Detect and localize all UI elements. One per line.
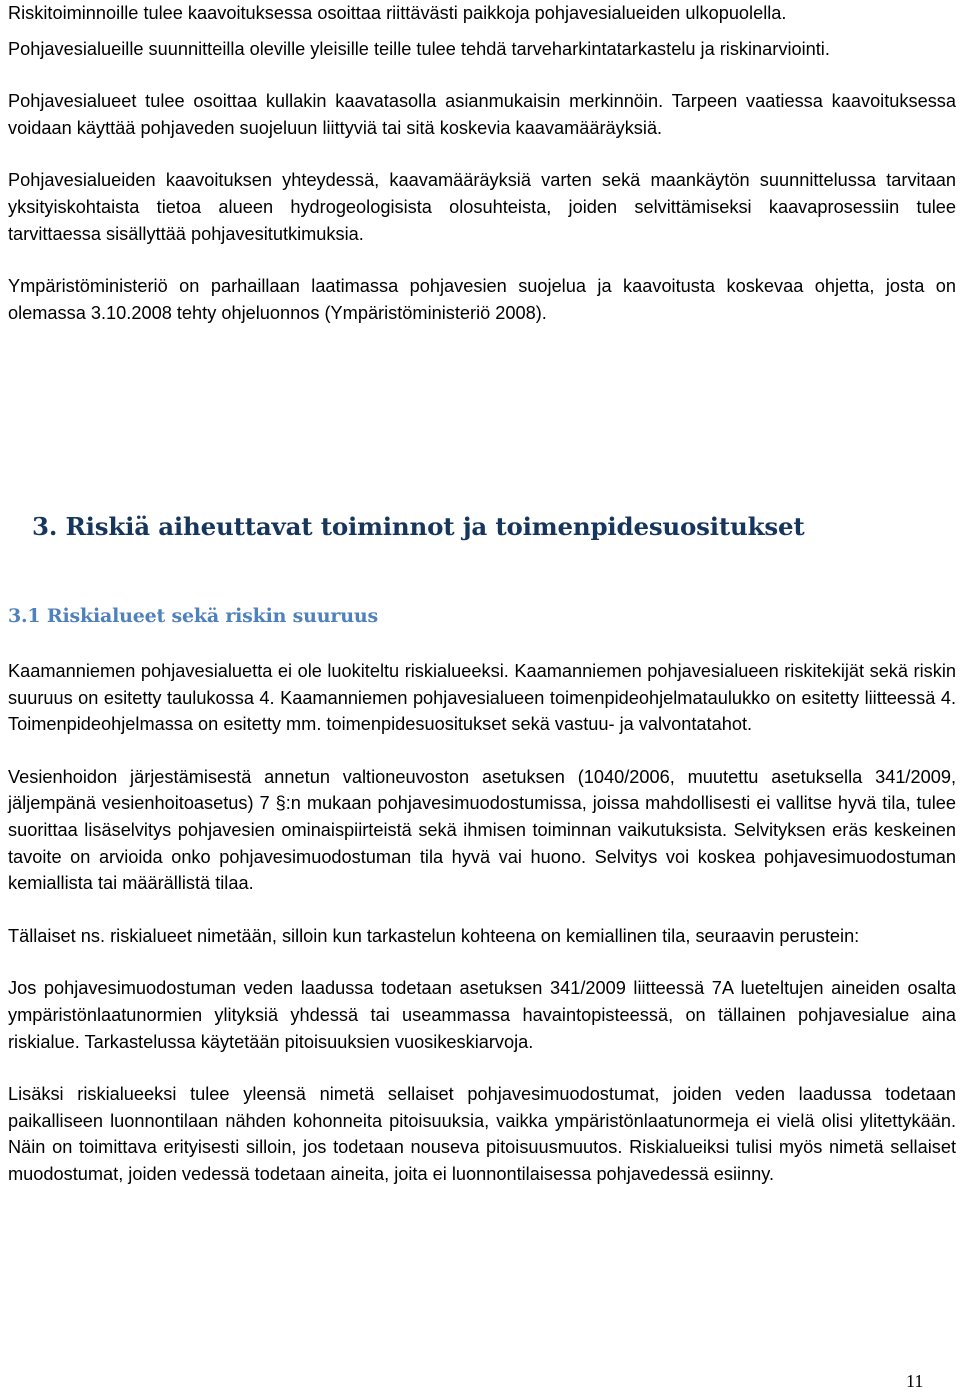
paragraph-pohjavesitutkimukset: Pohjavesialueiden kaavoituksen yhteydessä, kaavamääräyksiä varten sekä maankäytön suunnittelussa tarvitaan yksityiskohtaista tietoa alueen hydrogeologisista olosuhteista, joiden selvittämiseksi kaavaprosessiin tulee tarvittaessa sisällyttää pohjavesitutkimuksia.	[8, 170, 956, 244]
paragraph-kaavamerkinnat: Pohjavesialueet tulee osoittaa kullakin kaavatasolla asianmukaisin merkinnöin. Tarpeen vaatiessa kaavoituksessa voidaan käyttää pohjaveden suojeluun liittyviä tai sitä koskevia kaavamääräyksiä.	[8, 91, 956, 138]
paragraph-ohjeluonnos: Ympäristöministeriö on parhaillaan laatimassa pohjavesien suojelua ja kaavoitusta koskevaa ohjetta, josta on olemassa 3.10.2008 tehty ohjeluonnos (Ympäristöministeriö 2008).	[8, 276, 956, 323]
paragraph-yleiset-tiet: Pohjavesialueille suunnitteilla oleville yleisille teille tulee tehdä tarveharkintatarkastelu ja riskinarviointi.	[8, 38, 830, 59]
paragraph-lisaksi-riskialueet: Lisäksi riskialueeksi tulee yleensä nimetä sellaiset pohjavesimuodostumat, joiden veden laadussa todetaan paikalliseen luonnontilaan nähden kohonneita pitoisuuksia, vaikka ympäristönlaatunormeja ei vielä olisi ylitettykään. Näin on toimittava erityisesti silloin, jos todetaan nouseva pitoisuusmuutos. Riskialueiksi tulisi myös nimetä sellaiset muodostumat, joiden vedessä todetaan aineita, joita ei luonnontilaisessa pohjavedessä esiinny.	[8, 1084, 956, 1184]
paragraph-kaamanniemi: Kaamanniemen pohjavesialuetta ei ole luokiteltu riskialueeksi. Kaamanniemen pohjavesialueen riskitekijät sekä riskin suuruus on esitetty taulukossa 4. Kaamanniemen pohjavesialueen toimenpideohjelmataulukko on esitetty liitteessä 4. Toimenpideohjelmassa on esitetty mm. toimenpidesuositukset sekä vastuu- ja valvontatahot.	[8, 661, 956, 735]
subsection-heading: 3.1 Riskialueet sekä riskin suuruus	[8, 605, 378, 627]
page-number: 11	[906, 1371, 924, 1391]
paragraph-riskialueet-perusteet: Tällaiset ns. riskialueet nimetään, silloin kun tarkastelun kohteena on kemiallinen tila, seuraavin perustein:	[8, 925, 860, 946]
risk-text-block	[8, 658, 956, 1188]
paragraph-laatunormit: Jos pohjavesimuodostuman veden laadussa todetaan asetuksen 341/2009 liitteessä 7A lueteltujen aineiden osalta ympäristönlaatunormien ylityksiä yhdessä tai useammassa havaintopisteessä, on tällainen pohjavesialue aina riskialue. Tarkastelussa käytetään pitoisuuksien vuosikeskiarvoja.	[8, 978, 956, 1052]
intro-text-block	[8, 0, 956, 326]
section-heading: 3. Riskiä aiheuttavat toiminnot ja toimenpidesuositukset	[32, 512, 805, 541]
paragraph-vesienhoitoasetus: Vesienhoidon järjestämisestä annetun valtioneuvoston asetuksen (1040/2006, muutettu asetuksella 341/2009, jäljempänä vesienhoitoasetus) 7 §:n mukaan pohjavesimuodostumissa, joissa mahdollisesti ei vallitse hyvä tila, tulee suorittaa lisäselvitys pohjavesien ominaispiirteistä sekä ihmisen toiminnan vaikutuksista. Selvityksen eräs keskeinen tavoite on arvioida onko pohjavesimuodostuman tila hyvä vai huono. Selvitys voi koskea pohjavesimuodostuman kemiallista tai määrällistä tilaa.	[8, 766, 956, 894]
paragraph-riskitoiminnot: Riskitoiminnoille tulee kaavoituksessa osoittaa riittävästi paikkoja pohjavesialueiden ulkopuolella.	[8, 3, 787, 23]
